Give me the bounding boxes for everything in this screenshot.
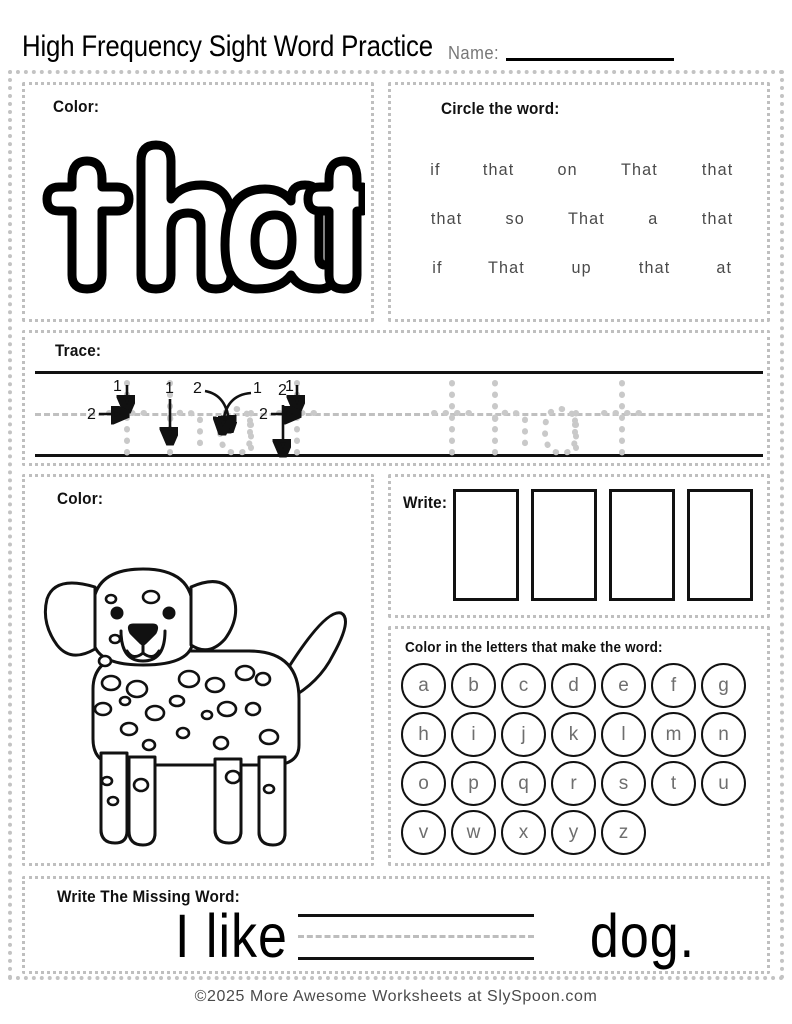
letter-circle[interactable]: f <box>651 663 696 708</box>
alphabet-row <box>401 761 763 806</box>
letter-circle[interactable]: g <box>701 663 746 708</box>
word-option[interactable]: a <box>648 209 659 228</box>
word-row <box>409 258 755 278</box>
word-row <box>409 209 755 229</box>
word-option[interactable]: up <box>571 258 593 277</box>
letter-circle[interactable]: q <box>501 761 546 806</box>
color-picture-label: Color: <box>57 489 104 508</box>
write-box[interactable] <box>687 489 753 601</box>
sentence-row <box>25 901 767 973</box>
word-option[interactable]: that <box>638 258 670 277</box>
word-search-grid <box>409 131 755 307</box>
svg-text:1: 1 <box>285 378 294 395</box>
alphabet-grid <box>401 663 763 855</box>
missing-word-label: Write The Missing Word: <box>57 887 240 906</box>
panel-color-picture <box>22 474 374 866</box>
svg-text:2: 2 <box>87 406 96 423</box>
word-option[interactable]: on <box>557 160 579 179</box>
word-option[interactable]: if <box>431 258 443 277</box>
letter-circle[interactable]: o <box>401 761 446 806</box>
missing-word-blank[interactable] <box>298 908 534 966</box>
bubble-word-that[interactable] <box>39 127 365 307</box>
letter-circle[interactable]: l <box>601 712 646 757</box>
letter-circle[interactable]: c <box>501 663 546 708</box>
alphabet-label: Color in the letters that make the word: <box>405 639 663 656</box>
alphabet-row <box>401 810 763 855</box>
name-input-line[interactable] <box>506 58 674 61</box>
write-label: Write: <box>403 493 448 512</box>
word-option[interactable]: that <box>701 160 734 179</box>
footer-credit: ©2025 More Awesome Worksheets at SlySpoon.com <box>194 988 598 1005</box>
letter-circle[interactable]: n <box>701 712 746 757</box>
svg-text:1: 1 <box>165 380 174 397</box>
blank-rule-middle-dashed <box>298 935 534 938</box>
panel-alphabet <box>388 626 770 866</box>
letter-circle[interactable]: r <box>551 761 596 806</box>
letter-circle[interactable]: z <box>601 810 646 855</box>
write-box[interactable] <box>531 489 597 601</box>
name-field-group <box>448 43 675 64</box>
panel-missing-word <box>22 876 770 974</box>
trace-band[interactable] <box>35 369 763 459</box>
write-box[interactable] <box>453 489 519 601</box>
write-box[interactable] <box>609 489 675 601</box>
alphabet-row <box>401 712 763 757</box>
letter-circle[interactable]: t <box>651 761 696 806</box>
letter-circle[interactable]: m <box>651 712 696 757</box>
letter-circle[interactable]: b <box>451 663 496 708</box>
panel-color-word <box>22 82 374 322</box>
blank-rule-bottom <box>298 957 534 960</box>
letter-circle[interactable]: p <box>451 761 496 806</box>
word-option[interactable]: that <box>430 209 463 228</box>
sentence-before: I like <box>175 902 288 972</box>
panel-trace <box>22 330 770 466</box>
word-option[interactable]: so <box>505 209 525 228</box>
word-option[interactable]: That <box>488 258 526 277</box>
word-option[interactable]: That <box>621 160 659 179</box>
letter-circle[interactable]: v <box>401 810 446 855</box>
svg-text:2: 2 <box>259 406 268 423</box>
dalmatian-puppy-illustration[interactable] <box>37 513 365 857</box>
circle-the-word-label: Circle the word: <box>441 99 560 118</box>
word-option[interactable]: that <box>701 209 734 228</box>
page-title: High Frequency Sight Word Practice <box>22 30 433 63</box>
letter-circle[interactable]: w <box>451 810 496 855</box>
panel-write <box>388 474 770 618</box>
blank-rule-top <box>298 914 534 917</box>
sentence-after: dog. <box>589 902 696 972</box>
letter-circle[interactable]: x <box>501 810 546 855</box>
letter-circle[interactable]: u <box>701 761 746 806</box>
color-word-label: Color: <box>53 97 100 116</box>
letter-circle[interactable]: a <box>401 663 446 708</box>
svg-text:2: 2 <box>193 380 202 397</box>
svg-text:1: 1 <box>253 380 262 397</box>
word-option[interactable]: That <box>568 209 606 228</box>
letter-circle[interactable]: h <box>401 712 446 757</box>
word-option[interactable]: that <box>483 160 515 179</box>
svg-text:2: 2 <box>278 382 287 399</box>
name-label: Name: <box>447 43 499 63</box>
panel-circle-the-word <box>388 82 770 322</box>
word-option[interactable]: at <box>716 258 733 277</box>
letter-circle[interactable]: d <box>551 663 596 708</box>
svg-text:1: 1 <box>113 378 122 395</box>
letter-circle[interactable]: e <box>601 663 646 708</box>
write-boxes <box>453 489 753 601</box>
letter-circle[interactable]: y <box>551 810 596 855</box>
word-row <box>409 160 755 180</box>
letter-circle[interactable]: k <box>551 712 596 757</box>
letter-circle[interactable]: j <box>501 712 546 757</box>
alphabet-row <box>401 663 763 708</box>
letter-circle[interactable]: s <box>601 761 646 806</box>
word-option[interactable]: if <box>430 160 441 179</box>
trace-letters <box>35 369 763 459</box>
letter-circle[interactable]: i <box>451 712 496 757</box>
worksheet-header <box>22 16 770 64</box>
trace-label: Trace: <box>55 341 102 360</box>
